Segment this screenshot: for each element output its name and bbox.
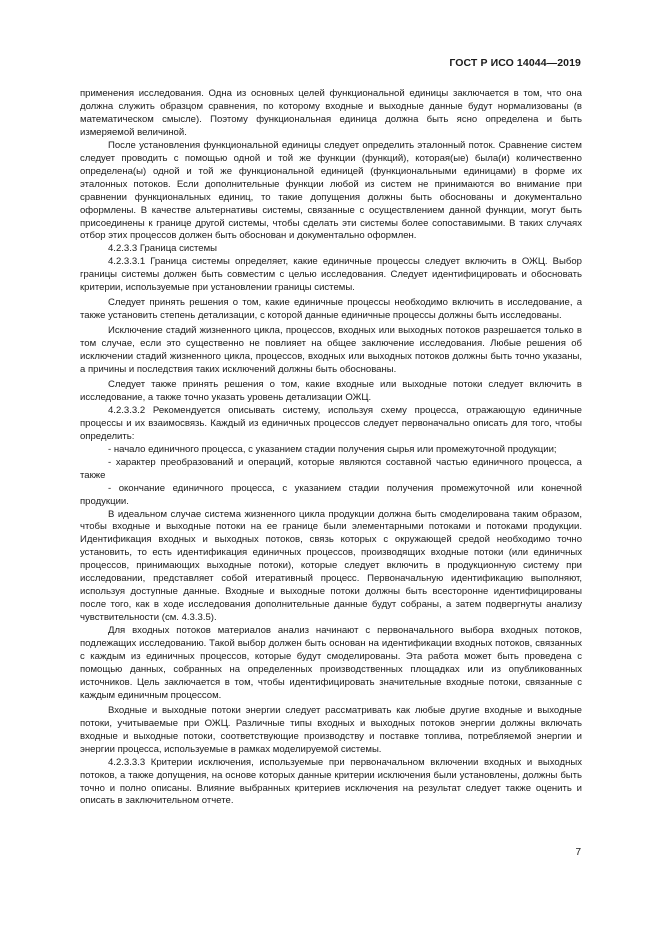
paragraph: Входные и выходные потоки энергии следует рассматривать как любые другие входные и выходные потоки, учитываемые при ОЖЦ. Различные типы входных и выходных потоков энергии должны включать входные и выходные потоки, соответствующие производству и поставке топлива, потребляемой энергии и энергии процесса, используемые в рамках моделируемой системы. <box>80 704 582 755</box>
standard-header: ГОСТ Р ИСО 14044—2019 <box>449 57 581 69</box>
paragraph: Следует принять решения о том, какие единичные процессы необходимо включить в исследование, а также установить степень детализации, с которой данные единичные процессы должны быть исследованы. <box>80 297 582 322</box>
list-item: - характер преобразований и операций, которые являются составной частью единичного процесса, а также <box>80 456 582 481</box>
document-body <box>80 88 582 808</box>
paragraph: применения исследования. Одна из основных целей функциональной единицы заключается в том, что она должна служить образцом сравнения, по которому входные и выходные данные будут нормализованы (в математическом смысле). Поэтому функциональная единица должна быть ясно определена и быть измеряемой величиной. <box>80 88 582 138</box>
paragraph: В идеальном случае система жизненного цикла продукции должна быть смоделирована таким образом, чтобы входные и выходные потоки на ее границе были элементарными потоками и потоками продукции. Идентификация входных и выходных потоков, связь которых с окружающей средой необходимо точно установить, то есть идентификация единичных процессов, производящих входные потоки (или единичных процессов, принимающих выходные потоки), которые следует включить в продукционную систему при исследовании, представляет собой итеративный процесс. Первоначальную идентификацию выполняют, используя доступные данные. Входные и выходные потоки должны быть всесторонне идентифицированы после того, как в ходе исследования дополнительные данные будут собраны, а затем подвергнуты анализу чувствительности (см. 4.3.3.5). <box>80 508 582 624</box>
section-heading: 4.2.3.3 Граница системы <box>108 243 218 255</box>
paragraph: Для входных потоков материалов анализ начинают с первоначального выбора входных потоков, подлежащих исследованию. Такой выбор должен быть основан на идентификации входных потоков, связанных с каждым из единичных процессов, которые будут смоделированы. Эта работа может быть проведена с помощью данных, собранных на определенных производственных площадках или из опубликованных источников. Цель заключается в том, чтобы идентифицировать значительные входные потоки, связанные с каждым единичным процессом. <box>80 625 582 701</box>
list-item: - начало единичного процесса, с указанием стадии получения сырья или промежуточной продукции; <box>108 443 557 455</box>
paragraph: 4.2.3.3.1 Граница системы определяет, какие единичные процессы следует включить в ОЖЦ. Выбор границы системы должен быть совместим с целью исследования. Следует идентифицировать и обосновать критерии, используемые при установлении границы системы. <box>80 256 582 294</box>
paragraph: Следует также принять решения о том, какие входные или выходные потоки следует включить в исследование, а также точно указать уровень детализации ОЖЦ. <box>80 378 582 403</box>
page-number: 7 <box>575 847 581 858</box>
paragraph: 4.2.3.3.2 Рекомендуется описывать систему, используя схему процесса, отражающую единичные процессы и их взаимосвязь. Каждый из единичных процессов следует первоначально описать для того, чтобы определить: <box>80 404 582 442</box>
paragraph: 4.2.3.3.3 Критерии исключения, используемые при первоначальном включении входных и выходных потоков, а также допущения, на основе которых данные критерии исключения были установлены, должны быть точно и полно описаны. Влияние выбранных критериев исключения на результат следует также оценить и описать в заключительном отчете. <box>80 756 582 807</box>
list-item: - окончание единичного процесса, с указанием стадии получения промежуточной или конечной продукции. <box>80 482 582 507</box>
paragraph: После установления функциональной единицы следует определить эталонный поток. Сравнение систем следует проводить с помощью одной и той же функции (функций), которая(ые) была(и) количественно определена(ы) одной и той же функциональной единицей (функциональными единицами) в форме их эталонных потоков. Если дополнительные функции любой из систем не принимаются во внимание при сравнении функциональных единиц, то такие допущения должны быть обоснованы и документально оформлены. В качестве альтернативы системы, связанные с осуществлением данной функции, могут быть присоединены к границе другой системы, чтобы сделать эти системы более сопоставимыми. В таких случаях отбор этих процессов должен быть обоснован и документально оформлен. <box>80 139 582 242</box>
paragraph: Исключение стадий жизненного цикла, процессов, входных или выходных потоков разрешается только в том случае, если это существенно не повлияет на общее заключение исследования. Любые решения об исключении стадий жизненного цикла, процессов, входных или выходных потоков должны быть точно указаны, а причины и последствия таких исключений должны быть обоснованы. <box>80 325 582 376</box>
